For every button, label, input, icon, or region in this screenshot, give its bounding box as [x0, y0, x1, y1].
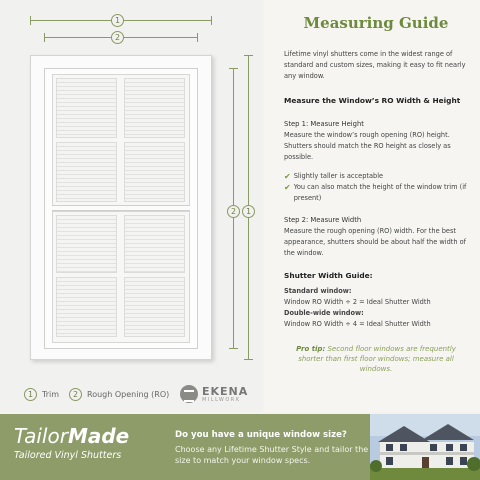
blind-pane: [124, 215, 185, 273]
section-heading: Measure the Window’s RO Width & Height: [284, 96, 461, 105]
step1-text: Measure the window’s rough opening (RO) height. Shutters should match the RO height as closely as possible.: [284, 131, 451, 161]
step1-title: Step 1: Measure Height: [284, 120, 364, 128]
brand-tagline: Tailored Vinyl Shutters: [14, 450, 122, 461]
house-image: [370, 414, 480, 480]
standard-formula: Window RO Width ÷ 2 = Ideal Shutter Width: [284, 298, 431, 306]
double-formula: Window RO Width ÷ 4 = Ideal Shutter Width: [284, 320, 431, 328]
intro-text: Lifetime vinyl shutters come in the widest range of standard and custom sizes, making it easy to fit nearly any window.: [284, 50, 466, 80]
legend-num: 2: [69, 388, 82, 401]
blind-pane: [56, 277, 117, 337]
legend-label: Trim: [42, 390, 60, 399]
ro-width-tick-right: [197, 33, 198, 42]
upper-sash: [52, 74, 190, 208]
trim-width-tick-left: [30, 16, 31, 25]
blind-pane: [124, 142, 185, 202]
pro-tip: [284, 344, 468, 374]
list-item: [284, 171, 468, 182]
ro-height-tick-top: [229, 68, 238, 69]
trim-height-tick-bottom: [244, 359, 253, 360]
width-guide-heading: Shutter Width Guide:: [284, 271, 373, 280]
marker-1-top: 1: [111, 14, 124, 27]
brand: [14, 424, 129, 461]
logo-sub: MILLWORK: [202, 396, 241, 403]
bullet-text: Slightly taller is acceptable: [293, 172, 384, 180]
trim-height-tick-top: [244, 55, 253, 56]
check-icon: ✔: [284, 183, 291, 192]
logo-name: EKENA: [202, 384, 249, 398]
standard-label: Standard window:: [284, 287, 352, 295]
ro-height-tick-bottom: [229, 348, 238, 349]
logo-icon: [180, 385, 198, 403]
blind-pane: [56, 215, 117, 273]
marker-1-side: 1: [242, 205, 255, 218]
trim-width-tick-right: [211, 16, 212, 25]
step2-text: Measure the rough opening (RO) width. For the best appearance, shutters should be about half the width of the window.: [284, 227, 466, 257]
brand-part2: Made: [67, 424, 130, 448]
pro-tip-label: Pro tip:: [296, 345, 326, 353]
double-label: Double-wide window:: [284, 309, 364, 317]
list-item: [284, 182, 468, 204]
step2-title: Step 2: Measure Width: [284, 216, 362, 224]
banner-description: Choose any Lifetime Shutter Style and tailor the size to match your window specs.: [175, 445, 369, 465]
ro-width-tick-left: [44, 33, 45, 42]
blind-pane: [56, 142, 117, 202]
blind-pane: [56, 78, 117, 138]
legend-num: 1: [24, 388, 37, 401]
diagram-legend: [24, 388, 179, 401]
blind-pane: [124, 78, 185, 138]
promo-banner: [0, 414, 480, 480]
marker-2-side: 2: [227, 205, 240, 218]
brand-name: [14, 424, 129, 448]
legend-label: Rough Opening (RO): [87, 390, 170, 399]
measuring-guide: [264, 0, 480, 412]
brand-part1: Tailor: [14, 424, 68, 448]
banner-question: Do you have a unique window size?: [175, 430, 347, 440]
blind-pane: [124, 277, 185, 337]
check-icon: ✔: [284, 172, 291, 181]
ekena-logo: [180, 385, 248, 403]
window-diagram: [0, 0, 262, 412]
page-title: Measuring Guide: [303, 14, 449, 32]
lower-sash: [52, 211, 190, 343]
pro-tip-text: Second floor windows are frequently shorter than first floor windows; measure all windows.: [298, 345, 456, 373]
house-photo: [370, 414, 480, 480]
marker-2-top: 2: [111, 31, 124, 44]
bullet-text: You can also match the height of the window trim (if present): [293, 183, 467, 202]
